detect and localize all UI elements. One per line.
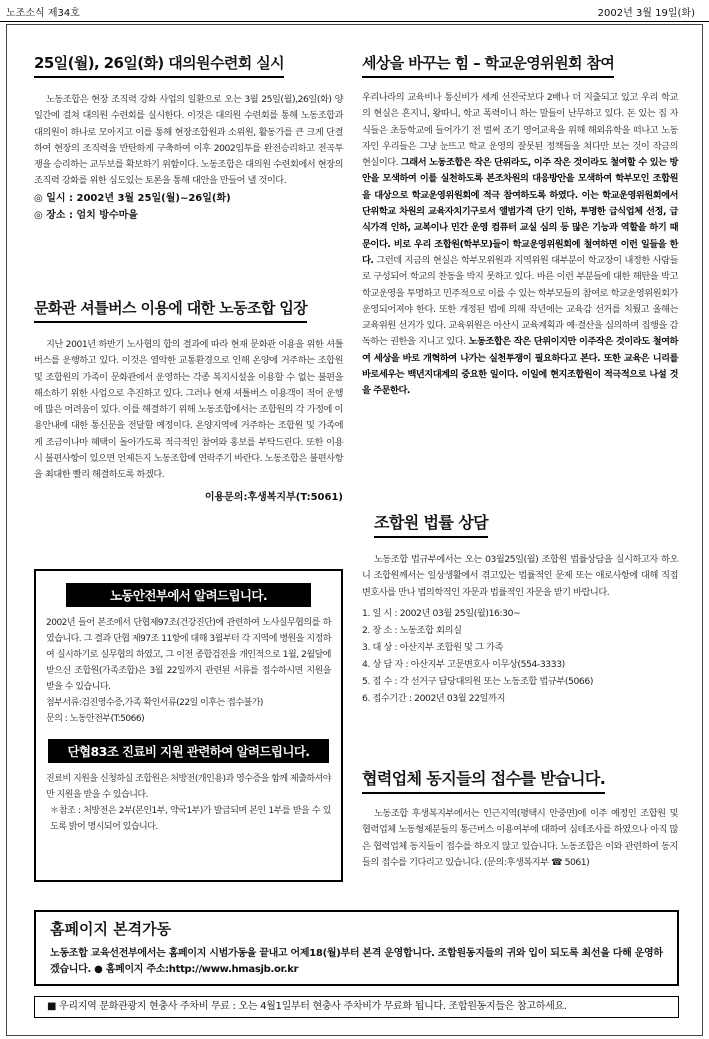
issue-date: 2002년 3월 19일(화)	[597, 8, 695, 19]
section-body: 노동조합은 현장 조직력 강화 사업의 일환으로 오는 3월 25일(월),26일(화) 양일간에 걸쳐 대의원 수련회를 실시한다. 이것은 대의원 수련회를 통해 노동조합과 대의원이 하나로 모아지고 이를 통해 현장조합원과 소위원, 활동가를 큰 크게 단결하여 현장의 조직력을 반탄하게 구축하여 이후 2002임투를 완전승리하고 전곡투쟁을 승리하는 교두보를 확보하기 위함이다. 노동조합은 대의원 수련회에서 현장의 조직력 강화를 위한 심도있는 토론을 통해 대안을 만들어 낼 것이다.	[34, 94, 343, 187]
section-body: 노동조합 법규부에서는 오는 03월25일(월) 조합원 법률상담을 실시하고자 하오니 조합원께서는 일상생활에서 겪고있는 법률적인 문제 또는 애로사항에 대해 직접 변호사를 만나 법의학적인 자문과 법률적인 자문을 받기 바랍니다.	[362, 554, 678, 598]
page-header	[0, 0, 709, 22]
issue-label: 노조소식 제34호	[6, 8, 80, 19]
bullet-date: ◎ 일시 : 2002년 3월 25일(월)~26일(화)	[34, 192, 231, 204]
section-body: 우리나라의 교육비나 통신비가 세계 선진국보다 2배나 더 지출되고 있고 우리 학교의 현실은 흔지니, 왕따니, 학교 폭력이니 하는 말들이 난무하고 있다. 돈 있는 집 자식들은 초등학교에 들어가기 전 벌써 조기 영어교육을 위해 해외유학을 떠나고 노동자인 우리들은 그냥 눈뜨고 학교 운영의 잘못된 정책들을 쳐다만 보는 것이 작금의 현실이다. 그래서 노동조합은 작은 단위라도, 이주 작은 것이라도 철여할 수 있는 방안을 모색하여 이를 실천하도록 본조차원의 대응방안을 모색하여 학부모인 조합원을 대상으로 학교운영위원회에 적극 참여하도록 하였다. 이는 학교운영위원회에서 단위학교 차원의 교육자치기구로서 앨범가격 단기 인하, 투명한 급식업체 선정, 급식가격 인하, 교복이나 민간 운영 컴퓨터 교실 심의 등 많은 기능과 역할을 하기 때문이다. 비로 우리 조합원(학부모)들이 학교운영위원회에 철여하면 이런 일들을 한다. 그런데 지금의 현실은 학부모위원과 지역위원 대부분이 학교장이 내정한 사람들로 구성되어 학교의 찬동을 박지 못하고 있다. 바른 이런 부분들에 대한 해탄을 박고 학교운영을 투명하고 민주적으로 이를 수 있는 학부모들의 참여로 학교운영위원회가 운영되어져야 한다. 또한 개정된 법에 의해 작년에는 교육감 선거를 치뤘고 올해는 교육위원 선거가 있다. 교육위원은 아산시 교육계획과 예·결산을 심의하며 집행을 감독하는 권한을 지니고 있다. 노동조합은 작은 단위이지만 이주작은 것이라도 철여하여 세상을 바로 개혁하여 나가는 실천투쟁이 필요하다고 본다. 또한 교육은 니리를 바로세우는 백년지대계의 중요한 일이다. 이일에 현지조합원이 적극적으로 나설 것을 주문한다.	[362, 92, 678, 397]
notice-note: ＊참조 : 처방전은 2부(본인1부, 약국1부)가 발급되며 본인 1부를 받을 수 있도록 밝어 명시되어 있습니다.	[50, 806, 331, 832]
homepage-box	[34, 910, 679, 986]
contact-info: 이용문의:후생복지부(T:5061)	[204, 491, 343, 503]
list-item: 4. 상 담 자 : 아산지부 고문변호사 이무상(554-3333)	[362, 658, 565, 670]
section-legal	[362, 510, 678, 707]
footer-notice: ■ 우리지역 문화관광지 현충사 주차비 무료 : 오는 4월1일부터 현충사 주차비가 무료화 됩니다. 조합원동지들은 참고하세요.	[34, 996, 679, 1018]
notice-title-medical: 단협83조 진료비 지원 관련하여 알려드립니다.	[48, 739, 329, 763]
homepage-title: 홈페이지 본격가동	[50, 920, 172, 938]
contact-info: (문의:후생복지부 ☎ 5061)	[483, 856, 590, 868]
section-title: 조합원 법률 상담	[374, 510, 488, 538]
list-item: 5. 접 수 : 각 선거구 담당대의원 또는 노동조합 법규부(5066)	[362, 675, 593, 687]
section-title: 협력업체 동지들의 접수를 받습니다.	[362, 766, 605, 794]
section-title: 문화관 셔틀버스 이용에 대한 노동조합 입장	[34, 297, 307, 323]
notice-contact: 문의 : 노동안전부(T:5066)	[46, 714, 145, 724]
section-training	[34, 52, 343, 224]
section-shuttle	[34, 297, 343, 503]
bullet-place: ◎ 장소 : 엄치 방수마을	[34, 209, 138, 221]
section-school	[362, 52, 678, 400]
section-body: 노동조합 후생복지부에서는 인근지역(평택시 안중면)에 이주 예정인 조합원 및 협력업체 노동형제분들의 통근버스 이용여부에 대하여 심테조사를 하였으나 아직 많은 협력업체 동지들이 접수를 하오지 않고 있습니다. 노동조합은 이와 관련하여 동지들의 접수를 기다리고 있습니다. (문의:후생복지부 ☎ 5061)	[362, 808, 678, 868]
section-body: 지난 2001년 하반기 노사협의 합의 결과에 따라 현재 문화관 이용을 위한 셔틀버스를 운행하고 있다. 이것은 열악한 교통환경으로 인해 온양에 거주하는 조합원 및 조합원의 가족이 문화관에서 운영하는 각종 복지시설을 이용할 수 없는 불편을 해소하기 위한 사업으로 추진하고 있다. 그러나 현재 셔틀버스 이용객이 적어 운행에 많은 어려움이 있다. 이를 해결하기 위해 노동조합에서는 조합원의 각 가정에 이용안내에 대한 통신문을 전달할 예정이다. 온양지역에 거주하는 조합원 및 가족에게 조금이나마 혜택이 돌아가도록 적극적인 참여와 홍보를 부탁드린다. 또한 이용 시 불편사항이 있으면 언제든지 노동조합에 연락주기 바란다. 노동조합은 불편사항을 최대한 빨리 해결하도록 하겠다.	[34, 339, 343, 481]
homepage-text: 노동조합 교육선전부에서는 홈페이지 시범가동을 끝내고 어제18(월)부터 본격 운영합니다. 조합원동지들의 귀와 입이 되도록 최선을 다해 운영하겠습니다. ● 홈페이지 주소:http://www.hmasjb.or.kr	[50, 948, 663, 975]
notice-box	[34, 569, 343, 882]
section-title: 25일(월), 26일(화) 대의원수련회 실시	[34, 52, 284, 78]
section-title: 세상을 바꾸는 힘 – 학교운영위원회 참여	[362, 52, 614, 78]
consult-list	[362, 605, 678, 707]
notice-body-safety: 2002년 들어 본조에서 단협제97조(건강진단)에 관련하여 노사실무협의를 하였습니다. 그 결과 단협 제97조 11항에 대해 3월부터 각 지역에 병원을 지정하여 실시하기로 실무협의 하였고, 그 이전 종합검진을 개인적으로 1월, 2월달에 받으신 조합원(가족조합)은 3월 22일까지 관련된 서류를 접수하시면 지원을 받을 수 있습니다. 첨부서류:검진영수증,가족 확인서류(22일 이후는 접수불가) 문의 : 노동안전부(T:5066)	[36, 607, 341, 727]
attached-docs: 첨부서류:검진영수증,가족 확인서류(22일 이후는 접수불가)	[46, 698, 263, 708]
section-partners	[362, 766, 678, 871]
list-item: 1. 일 시 : 2002년 03월 25일(월)16:30~	[362, 607, 521, 619]
list-item: 3. 대 상 : 아산지부 조합원 및 그 가족	[362, 641, 504, 653]
list-item: 6. 접수기간 : 2002년 03월 22일까지	[362, 692, 506, 704]
notice-title-safety: 노동안전부에서 알려드립니다.	[66, 583, 311, 607]
list-item: 2. 장 소 : 노동조합 회의실	[362, 624, 462, 636]
notice-body-medical: 진료비 지원을 신청하실 조합원은 처방전(개인용)과 영수증을 함께 제출하셔야만 지원을 받을 수 있습니다. ＊참조 : 처방전은 2부(본인1부, 약국1부)가 발급되며 본인 1부를 받을 수 있도록 밝어 명시되어 있습니다.	[36, 763, 341, 835]
